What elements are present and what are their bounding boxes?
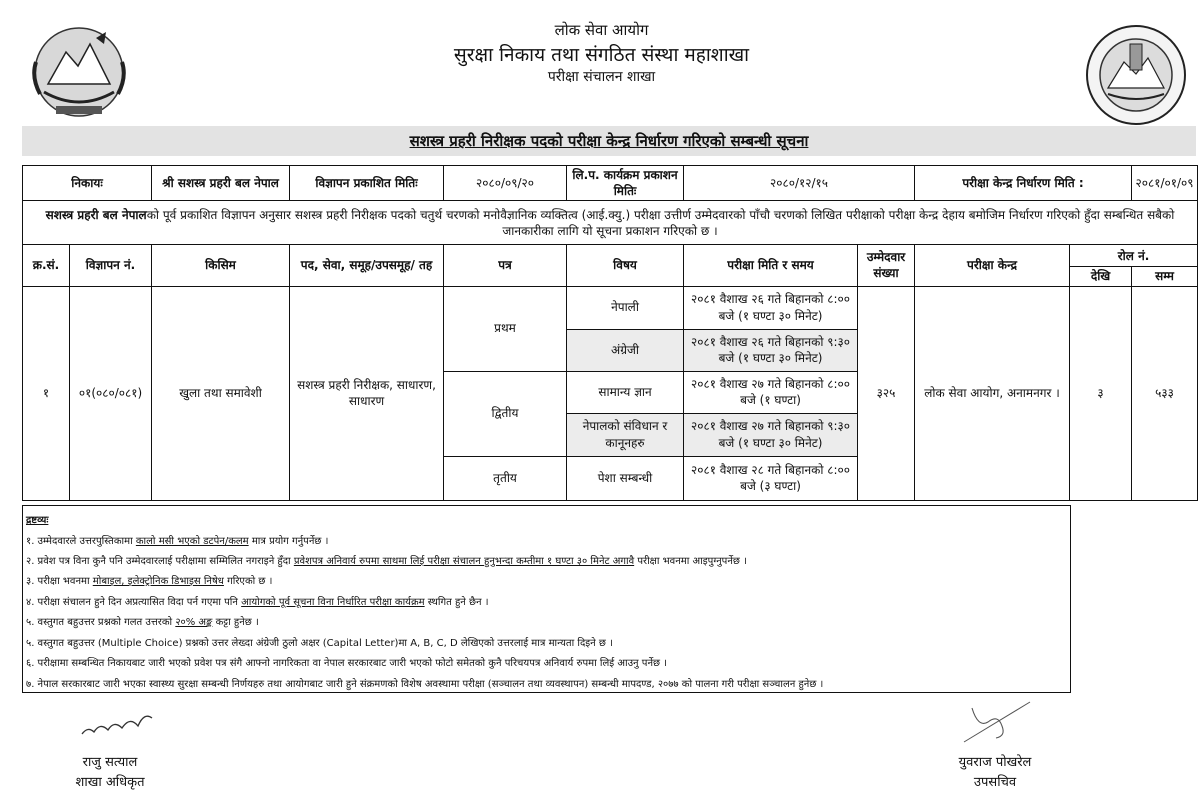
note-text: ४. परीक्षा संचालन हुने दिन अप्रत्यासित विदा पर्न गएमा पनि xyxy=(26,597,242,608)
note-text: २. प्रवेश पत्र विना कुनै पनि उम्मेदवारलाई परीक्षामा सम्मिलित नगराइने हुँदा xyxy=(26,556,294,567)
note-1 xyxy=(26,533,328,547)
intro-paragraph xyxy=(23,201,1198,245)
paper-1: प्रथम xyxy=(444,286,567,371)
notes-heading: द्रष्टव्यः xyxy=(26,515,49,526)
note-5 xyxy=(26,614,259,628)
note-text: मात्र प्रयोग गर्नुपर्नेछ । xyxy=(248,536,329,547)
note-text: ५. वस्तुगत बहुउत्तर प्रश्नको गलत उत्तरको xyxy=(26,617,176,628)
note-4 xyxy=(26,594,489,608)
note-6: ५. वस्तुगत बहुउत्तर (Multiple Choice) प्रश्नको उत्तर लेख्दा अंग्रेजी ठुलो अक्षर (Capital Letter)मा A, B, C, D लेखिएको उत्तरलाई मात्र मान्यता दिइने छ । xyxy=(26,638,613,649)
intro-text: को पूर्व प्रकाशित विज्ञापन अनुसार सशस्त्र प्रहरी निरीक्षक पदको चतुर्थ चरणको मनोवैज्ञानिक व्यक्तित्व (आई.क्यु.) परीक्षा उत्तीर्ण उम्मेदवारको पाँचौ चरणको लिखित परीक्षाको परीक्षा केन्द्र देहाय बमोजिम निर्धारण गरिएको हुँदा सम्बन्धित सबैको जानकारीका लागि यो सूचना प्रकाशन गरिएको छ । xyxy=(146,207,1175,238)
col-roll: रोल नं. xyxy=(1070,245,1198,267)
datetime-1: २०८१ वैशाख २६ गते बिहानको ८:०० बजे (१ घण्टा ३० मिनेट) xyxy=(684,286,858,329)
row-post: सशस्त्र प्रहरी निरीक्षक, साधारण, साधारण xyxy=(290,286,444,500)
subject-1: नेपाली xyxy=(567,286,684,329)
col-roll-to: सम्म xyxy=(1132,267,1198,286)
datetime-3: २०८१ वैशाख २७ गते बिहानको ८:०० बजे (१ घण्टा) xyxy=(684,371,858,413)
note-underline: कालो मसी भएको डटपेन/कलम xyxy=(135,536,249,547)
subject-4: नेपालको संविधान र कानूनहरु xyxy=(567,413,684,456)
col-count: उम्मेदवार संख्या xyxy=(858,245,915,286)
col-datetime: परीक्षा मिति र समय xyxy=(684,245,858,286)
col-sn: क्र.सं. xyxy=(23,245,70,286)
row-ad-no: ०१(०८०/०८१) xyxy=(70,286,152,500)
col-paper: पत्र xyxy=(444,245,567,286)
header-org: लोक सेवा आयोग xyxy=(554,21,649,39)
left-signer-name: राजु सत्याल xyxy=(82,755,138,770)
subject-2: अंग्रेजी xyxy=(567,329,684,371)
subject-5: पेशा सम्बन्धी xyxy=(567,456,684,500)
note-underline: मोबाइल, इलेक्ट्रोनिक डिभाइस निषेध xyxy=(92,576,224,587)
intro-bold: सशस्त्र प्रहरी बल नेपाल xyxy=(45,207,147,222)
note-2 xyxy=(26,553,747,567)
col-roll-from: देखि xyxy=(1070,267,1132,286)
datetime-4: २०८१ वैशाख २७ गते बिहानको ९:३० बजे (१ घण्टा ३० मिनेट) xyxy=(684,413,858,456)
left-signer-title: शाखा अधिकृत xyxy=(75,775,145,790)
note-text: कट्टा हुनेछ । xyxy=(212,617,259,628)
note-underline: २०% अङ्क xyxy=(175,617,213,628)
note-text: १. उम्मेदवारले उत्तरपुस्तिकामा xyxy=(26,536,136,547)
note-underline: आयोगको पूर्व सूचना विना निर्धारित परीक्षा कार्यक्रम xyxy=(241,597,425,608)
exam-center-table xyxy=(22,165,1198,501)
agency-label: निकायः xyxy=(23,166,152,201)
row-roll-to: ५३३ xyxy=(1132,286,1198,500)
col-type: किसिम xyxy=(152,245,290,286)
col-ad-no: विज्ञापन नं. xyxy=(70,245,152,286)
row-type: खुला तथा समावेशी xyxy=(152,286,290,500)
note-underline: प्रवेशपत्र अनिवार्य रुपमा साथमा लिई परीक्षा संचालन हुनुभन्दा कम्तीमा १ घण्टा ३० मिनेट अगावै xyxy=(293,556,635,567)
notes-box xyxy=(22,505,1071,693)
col-center: परीक्षा केन्द्र xyxy=(915,245,1070,286)
note-3 xyxy=(26,573,272,587)
row-sn: १ xyxy=(23,286,70,500)
agency-value: श्री सशस्त्र प्रहरी बल नेपाल xyxy=(152,166,290,201)
datetime-2: २०८१ वैशाख २६ गते बिहानको ९:३० बजे (१ घण्टा ३० मिनेट) xyxy=(684,329,858,371)
schedule-label: लि.प. कार्यक्रम प्रकाशन मितिः xyxy=(567,166,684,201)
note-text: गरिएको छ । xyxy=(223,576,273,587)
note-text: स्थगित हुने छैन । xyxy=(424,597,489,608)
ad-date-label: विज्ञापन प्रकाशित मितिः xyxy=(290,166,444,201)
paper-2: द्वितीय xyxy=(444,371,567,456)
col-post: पद, सेवा, समूह/उपसमूह/ तह xyxy=(290,245,444,286)
datetime-5: २०८१ वैशाख २८ गते बिहानको ८:०० बजे (३ घण्टा) xyxy=(684,456,858,500)
col-subject: विषय xyxy=(567,245,684,286)
right-signer-name: युवराज पोखरेल xyxy=(958,755,1032,770)
center-date-value: २०८१/०१/०९ xyxy=(1132,166,1198,201)
header-division: सुरक्षा निकाय तथा संगठित संस्था महाशाखा xyxy=(453,44,750,66)
right-signer-title: उपसचिव xyxy=(973,775,1017,790)
row-center: लोक सेवा आयोग, अनामनगर । xyxy=(915,286,1070,500)
notice-title: सशस्त्र प्रहरी निरीक्षक पदको परीक्षा केन्द्र निर्धारण गरिएको सम्बन्धी सूचना xyxy=(22,126,1196,156)
center-date-label: परीक्षा केन्द्र निर्धारण मिति : xyxy=(915,166,1132,201)
row-roll-from: ३ xyxy=(1070,286,1132,500)
schedule-value: २०८०/१२/१५ xyxy=(684,166,915,201)
ad-date-value: २०८०/०९/२० xyxy=(444,166,567,201)
subject-3: सामान्य ज्ञान xyxy=(567,371,684,413)
note-8: ७. नेपाल सरकारबाट जारी भएका स्वास्थ्य सुरक्षा सम्बन्धी निर्णयहरु तथा आयोगबाट जारी हुने संक्रमणको विशेष अवस्थामा परीक्षा (सञ्चालन तथा व्यवस्थापन) सम्बन्धी मापदण्ड, २०७७ को पालना गरी परीक्षा सञ्चालन हुनेछ । xyxy=(26,679,824,690)
right-signature-icon xyxy=(958,698,1034,748)
row-count: ३२५ xyxy=(858,286,915,500)
left-signature-icon xyxy=(78,708,158,740)
note-7: ६. परीक्षामा सम्बन्धित निकायबाट जारी भएको प्रवेश पत्र संगै आफ्नो नागरिकता वा नेपाल सरकारबाट जारी भएको फोटो समेतको कुनै परिचयपत्र अनिवार्य रुपमा लिई आउनु पर्नेछ । xyxy=(26,658,667,669)
header-section: परीक्षा संचालन शाखा xyxy=(547,69,656,85)
note-text: परीक्षा भवनमा आइपुग्नुपर्नेछ । xyxy=(634,556,747,567)
paper-3: तृतीय xyxy=(444,456,567,500)
note-text: ३. परीक्षा भवनमा xyxy=(26,576,93,587)
